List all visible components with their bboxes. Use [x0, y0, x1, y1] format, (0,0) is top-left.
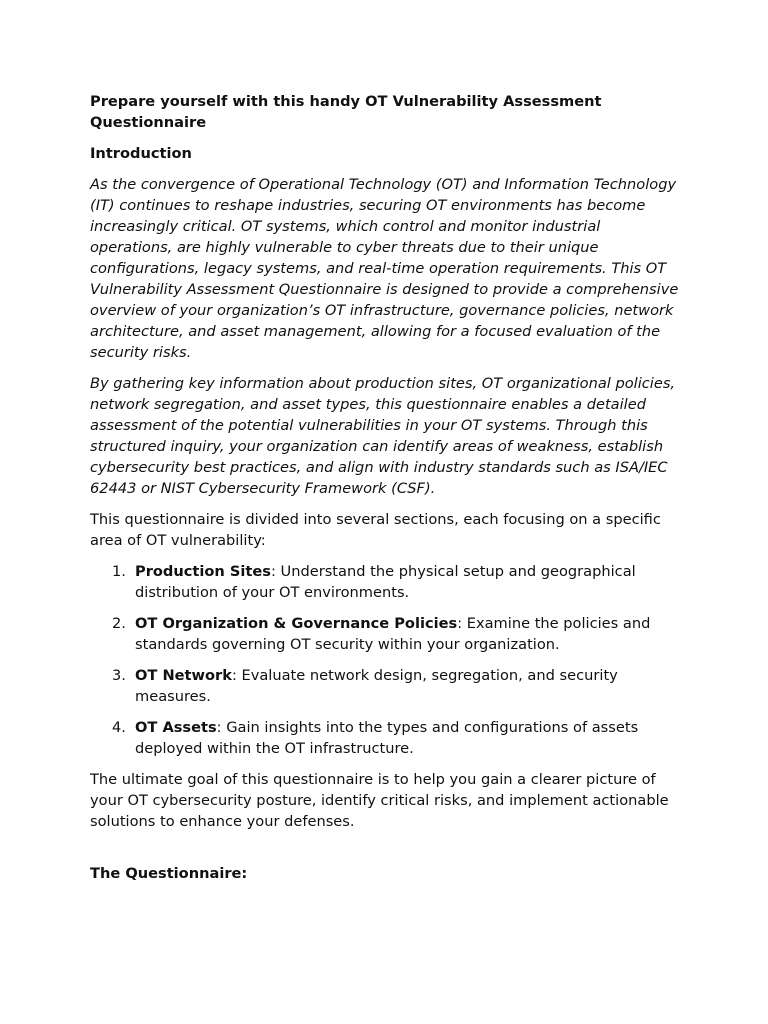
list-item	[90, 717, 685, 759]
section-description: : Understand the physical setup and geographical distribution of your OT environments.	[135, 563, 636, 601]
section-description: : Evaluate network design, segregation, and security measures.	[135, 667, 618, 705]
questionnaire-heading: The Questionnaire:	[90, 865, 248, 882]
list-item	[90, 665, 685, 707]
section-description: : Examine the policies and standards governing OT security within your organization.	[135, 615, 651, 653]
section-term: OT Assets	[135, 719, 217, 736]
document-title: Prepare yourself with this handy OT Vulnerability Assessment Questionnaire	[90, 93, 602, 131]
document-page	[90, 91, 685, 894]
intro-paragraph: As the convergence of Operational Technology (OT) and Information Technology (IT) continues to reshape industries, securing OT environments has become increasingly critical. OT systems, which control and monitor industrial operations, are highly vulnerable to cyber threats due to their unique configurations, legacy systems, and real-time operation requirements. This OT Vulnerability Assessment Questionnaire is designed to provide a comprehensive overview of your organization’s OT infrastructure, governance policies, network architecture, and asset management, allowing for a focused evaluation of the security risks.	[90, 176, 679, 361]
introduction-heading: Introduction	[90, 145, 192, 162]
intro-paragraph: By gathering key information about production sites, OT organizational policies, network segregation, and asset types, this questionnaire enables a detailed assessment of the potential vulnerabilities in your OT systems. Through this structured inquiry, your organization can identify areas of weakness, establish cybersecurity best practices, and align with industry standards such as ISA/IEC 62443 or NIST Cybersecurity Framework (CSF).	[90, 375, 676, 497]
section-term: Production Sites	[135, 563, 271, 580]
section-term: OT Network	[135, 667, 232, 684]
closing-paragraph: The ultimate goal of this questionnaire is to help you gain a clearer picture of your OT cybersecurity posture, identify critical risks, and implement actionable solutions to enhance your defenses.	[90, 771, 669, 830]
list-number: 3.	[112, 667, 126, 684]
list-number: 1.	[112, 563, 126, 580]
section-description: : Gain insights into the types and configurations of assets deployed within the OT infrastructure.	[135, 719, 639, 757]
list-number: 2.	[112, 615, 126, 632]
sections-list	[90, 561, 685, 759]
sections-intro: This questionnaire is divided into several sections, each focusing on a specific area of OT vulnerability:	[90, 511, 661, 549]
list-number: 4.	[112, 719, 126, 736]
section-term: OT Organization & Governance Policies	[135, 615, 458, 632]
list-item	[90, 561, 685, 603]
list-item	[90, 613, 685, 655]
